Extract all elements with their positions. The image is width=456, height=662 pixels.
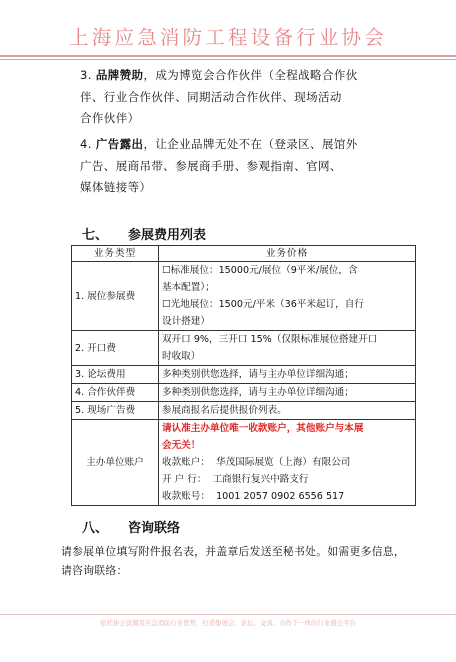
item-text: ，让企业品牌无处不在（登录区、展馆外 xyxy=(143,137,358,151)
item-line: 伴、行业合作伙伴、同期活动合作伙伴、现场活动 xyxy=(80,89,342,104)
warning-text: 会无关！ xyxy=(162,440,201,451)
item-line xyxy=(80,65,358,87)
price-line: 设计搭建） xyxy=(162,316,210,327)
contact-paragraph-line: 请参展单位填写附件报名表，并盖章后发送至秘书处。如需更多信息， xyxy=(61,545,405,558)
section-heading-contact xyxy=(82,517,180,536)
account-number-label: 收款账号： xyxy=(162,491,210,502)
item-bold-title: 广告露出 xyxy=(95,137,144,151)
column-header-type: 业务类型 xyxy=(72,246,159,262)
row-type: 3. 论坛费用 xyxy=(72,366,159,384)
row-price: 参展商报名后提供报价列表。 xyxy=(159,402,416,420)
account-bank-line xyxy=(162,471,412,488)
header-divider-thin xyxy=(0,59,456,60)
table-row xyxy=(72,262,416,331)
item-number: 3. xyxy=(80,68,92,82)
footer-divider xyxy=(0,614,456,615)
association-title: 上海应急消防工程设备行业协会 xyxy=(69,26,387,49)
table-row-account xyxy=(72,420,416,506)
row-type: 主办单位账户 xyxy=(72,420,159,506)
warning-text: 请认准主办单位唯一收款账户，其他账户与本展 xyxy=(162,423,364,434)
section-number: 七、 xyxy=(82,228,109,243)
table-row xyxy=(72,366,416,384)
row-type: 5. 现场广告费 xyxy=(72,402,159,420)
price-line: ☐标准展位：15000元/展位（9平米/展位，含 xyxy=(162,265,358,276)
header-divider-thick xyxy=(0,55,456,57)
item-number: 4. xyxy=(80,137,92,151)
list-item-brand-sponsorship xyxy=(80,65,358,130)
section-heading-fees xyxy=(82,224,206,243)
account-number-value: 1001 2057 0902 6556 517 xyxy=(216,491,345,502)
table-row xyxy=(72,331,416,366)
item-line xyxy=(80,134,358,156)
contact-paragraph-line: 请咨询联络： xyxy=(61,564,128,577)
column-header-price: 业务价格 xyxy=(159,246,416,262)
section-title: 参展费用列表 xyxy=(128,228,207,243)
price-line: 双开口 9%，三开口 15%（仅限标准展位搭建开口 xyxy=(162,334,378,345)
section-title: 咨询联络 xyxy=(128,521,181,536)
price-line: 时收取） xyxy=(162,351,201,362)
row-type: 1. 展位参展费 xyxy=(72,262,159,331)
table-header-row xyxy=(72,246,416,262)
account-bank-value: 工商银行复兴中路支行 xyxy=(212,474,309,485)
row-price: 多种类别供您选择，请与主办单位详细沟通； xyxy=(159,366,416,384)
row-price xyxy=(159,331,416,366)
price-line: 基本配置）； xyxy=(162,282,215,293)
account-name-label: 收款账户： xyxy=(162,457,210,468)
footer-text: 依托协会资源及应急消防行业优势，打造集展会、论坛、交流、合作于一体的行业盛会平台 xyxy=(100,619,356,627)
row-type: 2. 开口费 xyxy=(72,331,159,366)
row-price xyxy=(159,262,416,331)
item-text: ，成为博览会合作伙伴（全程战略合作伙 xyxy=(143,68,358,82)
row-price: 多种类别供您选择，请与主办单位详细沟通； xyxy=(159,384,416,402)
list-item-ad-exposure xyxy=(80,134,358,199)
account-number-line xyxy=(162,488,412,505)
section-number: 八、 xyxy=(82,521,109,536)
item-line: 合作伙伴） xyxy=(80,111,140,125)
account-name-value: 华茂国际展览（上海）有限公司 xyxy=(216,457,351,468)
item-bold-title: 品牌赞助 xyxy=(95,68,144,82)
price-line: ☐光地展位：1500元/平米（36平米起订，自行 xyxy=(162,299,364,310)
fee-table xyxy=(71,245,416,506)
item-line: 广告、展商吊带、参展商手册、参观指南、官网、 xyxy=(80,158,342,173)
row-type: 4. 合作伙伴费 xyxy=(72,384,159,402)
row-account-details xyxy=(159,420,416,506)
table-row xyxy=(72,402,416,420)
account-name-line xyxy=(162,454,412,471)
table-row xyxy=(72,384,416,402)
account-bank-label: 开 户 行： xyxy=(162,474,207,485)
item-line: 媒体链接等） xyxy=(80,180,152,194)
